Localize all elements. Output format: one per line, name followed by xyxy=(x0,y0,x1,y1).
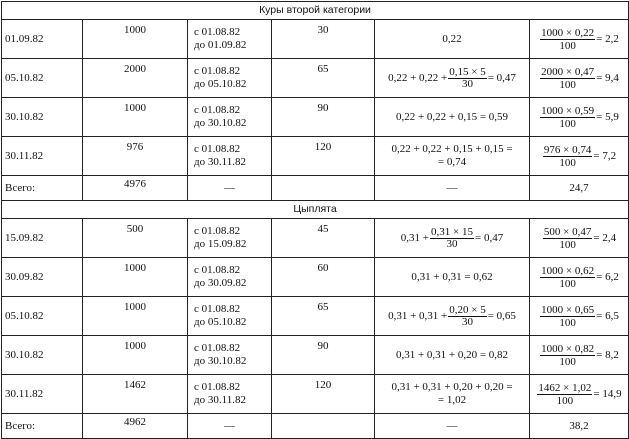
date-cell: 30.10.82 xyxy=(2,98,83,137)
fraction-denominator: 100 xyxy=(559,117,576,130)
total-result: 38,2 xyxy=(530,414,629,439)
total-period: — xyxy=(188,176,272,201)
fraction xyxy=(540,265,595,290)
result-value: = 14,9 xyxy=(593,387,622,400)
fraction-denominator: 100 xyxy=(559,277,576,290)
days-cell: 65 xyxy=(272,297,375,336)
period-cell xyxy=(188,219,272,258)
table-row xyxy=(2,219,629,258)
calculation-expression xyxy=(442,33,461,45)
fraction-denominator: 30 xyxy=(461,315,473,328)
total-quantity: 4976 xyxy=(83,176,188,201)
result-value: = 2,4 xyxy=(593,231,617,244)
period-to: до 05.10.82 xyxy=(194,316,247,328)
period-cell xyxy=(188,297,272,336)
calculation-cell xyxy=(375,375,530,414)
quantity-cell: 976 xyxy=(83,137,188,176)
fraction-numerator: 0,31 × 15 xyxy=(431,225,473,238)
section-title: Куры второй категории xyxy=(2,2,629,20)
fraction-numerator: 1462 × 1,02 xyxy=(538,381,592,394)
fraction-denominator: 100 xyxy=(559,355,576,368)
calc-continuation: = 1,02 xyxy=(437,394,467,406)
total-period: — xyxy=(188,414,272,439)
fraction-denominator: 100 xyxy=(559,238,576,251)
period-from: с 01.08.82 xyxy=(194,143,241,155)
calculation-expression xyxy=(391,381,512,393)
period-cell xyxy=(188,98,272,137)
period-to: до 01.09.82 xyxy=(194,39,247,51)
period-to: до 30.09.82 xyxy=(194,277,247,289)
table-row xyxy=(2,297,629,336)
calculation-cell xyxy=(375,297,530,336)
result-value: = 6,2 xyxy=(596,270,619,283)
calculation-cell xyxy=(375,20,530,59)
fraction-denominator: 100 xyxy=(559,156,576,169)
period-from: с 01.08.82 xyxy=(194,342,241,354)
date-cell: 05.10.82 xyxy=(2,297,83,336)
period-cell xyxy=(188,59,272,98)
date-cell: 30.09.82 xyxy=(2,258,83,297)
total-label: Всего: xyxy=(2,176,83,201)
calc-prefix: 0,22 + 0,22 + 0,15 + 0,15 = xyxy=(391,143,513,155)
date-cell: 05.10.82 xyxy=(2,59,83,98)
calculation-expression xyxy=(411,271,492,283)
calc-prefix: 0,31 + 0,31 + xyxy=(388,309,448,322)
period-to: до 30.11.82 xyxy=(194,156,246,168)
fraction-denominator: 100 xyxy=(556,394,574,407)
days-cell: 30 xyxy=(272,20,375,59)
calc-result: = 0,47 xyxy=(474,231,504,244)
fraction xyxy=(430,227,474,250)
period-from: с 01.08.82 xyxy=(194,303,241,315)
total-calculation: — xyxy=(375,176,530,201)
fraction-denominator: 30 xyxy=(461,77,473,90)
calc-prefix: 0,22 + 0,22 + xyxy=(388,71,448,84)
period-cell xyxy=(188,137,272,176)
result-cell xyxy=(530,98,629,137)
quantity-cell: 1000 xyxy=(83,297,188,336)
result-cell xyxy=(530,219,629,258)
days-cell: 65 xyxy=(272,59,375,98)
calc-prefix: 0,22 + 0,22 + 0,15 = 0,59 xyxy=(395,110,509,123)
date-cell: 30.11.82 xyxy=(2,137,83,176)
calculation-cell xyxy=(375,137,530,176)
fraction-denominator: 100 xyxy=(559,78,576,91)
date-cell: 30.10.82 xyxy=(2,336,83,375)
fraction-numerator: 2000 × 0,47 xyxy=(541,65,595,78)
total-result: 24,7 xyxy=(530,176,629,201)
calculation-cell xyxy=(375,258,530,297)
quantity-cell: 500 xyxy=(83,219,188,258)
fraction-numerator: 1000 × 0,62 xyxy=(541,264,595,277)
result-cell xyxy=(530,59,629,98)
period-cell xyxy=(188,20,272,59)
fraction-numerator: 1000 × 0,59 xyxy=(541,104,595,117)
calculation-cell xyxy=(375,336,530,375)
table-row xyxy=(2,20,629,59)
result-value: = 6,5 xyxy=(596,309,619,322)
days-cell: 90 xyxy=(272,336,375,375)
calculation-cell xyxy=(375,98,530,137)
date-cell: 15.09.82 xyxy=(2,219,83,258)
period-from: с 01.08.82 xyxy=(194,264,241,276)
period-cell xyxy=(188,375,272,414)
fraction xyxy=(543,226,592,251)
fraction xyxy=(540,105,595,130)
period-from: с 01.08.82 xyxy=(194,26,241,38)
fraction-numerator: 0,20 × 5 xyxy=(449,303,486,316)
result-cell xyxy=(530,258,629,297)
calculation-cell xyxy=(375,59,530,98)
period-to: до 15.09.82 xyxy=(194,238,247,250)
fraction xyxy=(540,66,595,91)
result-value: = 2,2 xyxy=(596,32,619,45)
fraction-denominator: 30 xyxy=(446,237,458,250)
result-cell xyxy=(530,20,629,59)
fraction xyxy=(448,67,486,90)
period-cell xyxy=(188,258,272,297)
total-quantity: 4962 xyxy=(83,414,188,439)
period-to: до 30.10.82 xyxy=(194,355,247,367)
result-value: = 8,2 xyxy=(596,348,619,361)
period-from: с 01.08.82 xyxy=(194,381,241,393)
calculation-expression xyxy=(391,143,512,155)
period-cell xyxy=(188,336,272,375)
table-body xyxy=(2,2,629,439)
result-value: = 7,2 xyxy=(593,149,617,162)
quantity-cell: 1000 xyxy=(83,258,188,297)
total-calculation: — xyxy=(375,414,530,439)
table-row xyxy=(2,98,629,137)
calculation-cell xyxy=(375,219,530,258)
period-to: до 30.11.82 xyxy=(194,394,246,406)
fraction-denominator: 100 xyxy=(559,316,576,329)
section-header-row xyxy=(2,2,629,20)
calc-prefix: 0,31 + 0,31 + 0,20 + 0,20 = xyxy=(391,381,513,393)
days-cell: 120 xyxy=(272,375,375,414)
fraction-numerator: 976 × 0,74 xyxy=(543,143,592,156)
table-row xyxy=(2,375,629,414)
total-days xyxy=(272,176,375,201)
fraction-numerator: 1000 × 0,22 xyxy=(541,26,595,39)
days-cell: 60 xyxy=(272,258,375,297)
quantity-cell: 1000 xyxy=(83,336,188,375)
result-cell xyxy=(530,137,629,176)
section-title: Цыплята xyxy=(2,201,629,219)
total-row xyxy=(2,414,629,439)
days-cell: 45 xyxy=(272,219,375,258)
fraction xyxy=(540,304,595,329)
period-to: до 05.10.82 xyxy=(194,78,247,90)
quantity-cell: 1462 xyxy=(83,375,188,414)
section-header-row xyxy=(2,201,629,219)
table-row xyxy=(2,258,629,297)
result-cell xyxy=(530,375,629,414)
total-label: Всего: xyxy=(2,414,83,439)
calc-prefix: 0,31 + xyxy=(400,231,430,244)
calc-prefix: 0,31 + 0,31 + 0,20 = 0,82 xyxy=(395,348,509,361)
total-row xyxy=(2,176,629,201)
fraction xyxy=(540,27,595,52)
fraction-denominator: 100 xyxy=(559,39,576,52)
quantity-cell: 1000 xyxy=(83,20,188,59)
fraction xyxy=(540,343,595,368)
fraction-numerator: 1000 × 0,65 xyxy=(541,303,595,316)
date-cell: 30.11.82 xyxy=(2,375,83,414)
calculation-expression xyxy=(396,111,508,123)
fraction xyxy=(543,144,592,169)
calc-continuation: = 0,74 xyxy=(437,156,467,168)
table-row xyxy=(2,336,629,375)
period-to: до 30.10.82 xyxy=(194,117,247,129)
period-from: с 01.08.82 xyxy=(194,104,241,116)
fraction xyxy=(537,382,592,407)
period-from: с 01.08.82 xyxy=(194,65,241,77)
fraction-numerator: 1000 × 0,82 xyxy=(541,342,595,355)
total-days xyxy=(272,414,375,439)
result-value: = 5,9 xyxy=(596,110,619,123)
result-cell xyxy=(530,297,629,336)
fraction-numerator: 500 × 0,47 xyxy=(543,225,592,238)
calc-prefix: 0,31 + 0,31 = 0,62 xyxy=(411,270,493,283)
table-row xyxy=(2,59,629,98)
calc-result: = 0,65 xyxy=(487,309,516,322)
calc-result: = 0,47 xyxy=(487,71,516,84)
fraction-numerator: 0,15 × 5 xyxy=(449,65,486,78)
days-cell: 90 xyxy=(272,98,375,137)
calc-prefix: 0,22 xyxy=(442,32,462,45)
calculation-expression xyxy=(396,349,508,361)
quantity-cell: 2000 xyxy=(83,59,188,98)
result-value: = 9,4 xyxy=(596,71,619,84)
days-cell: 120 xyxy=(272,137,375,176)
quantity-cell: 1000 xyxy=(83,98,188,137)
fraction xyxy=(448,305,486,328)
result-cell xyxy=(530,336,629,375)
table-row xyxy=(2,137,629,176)
period-from: с 01.08.82 xyxy=(194,225,241,237)
date-cell: 01.09.82 xyxy=(2,20,83,59)
calculation-table xyxy=(1,1,629,439)
